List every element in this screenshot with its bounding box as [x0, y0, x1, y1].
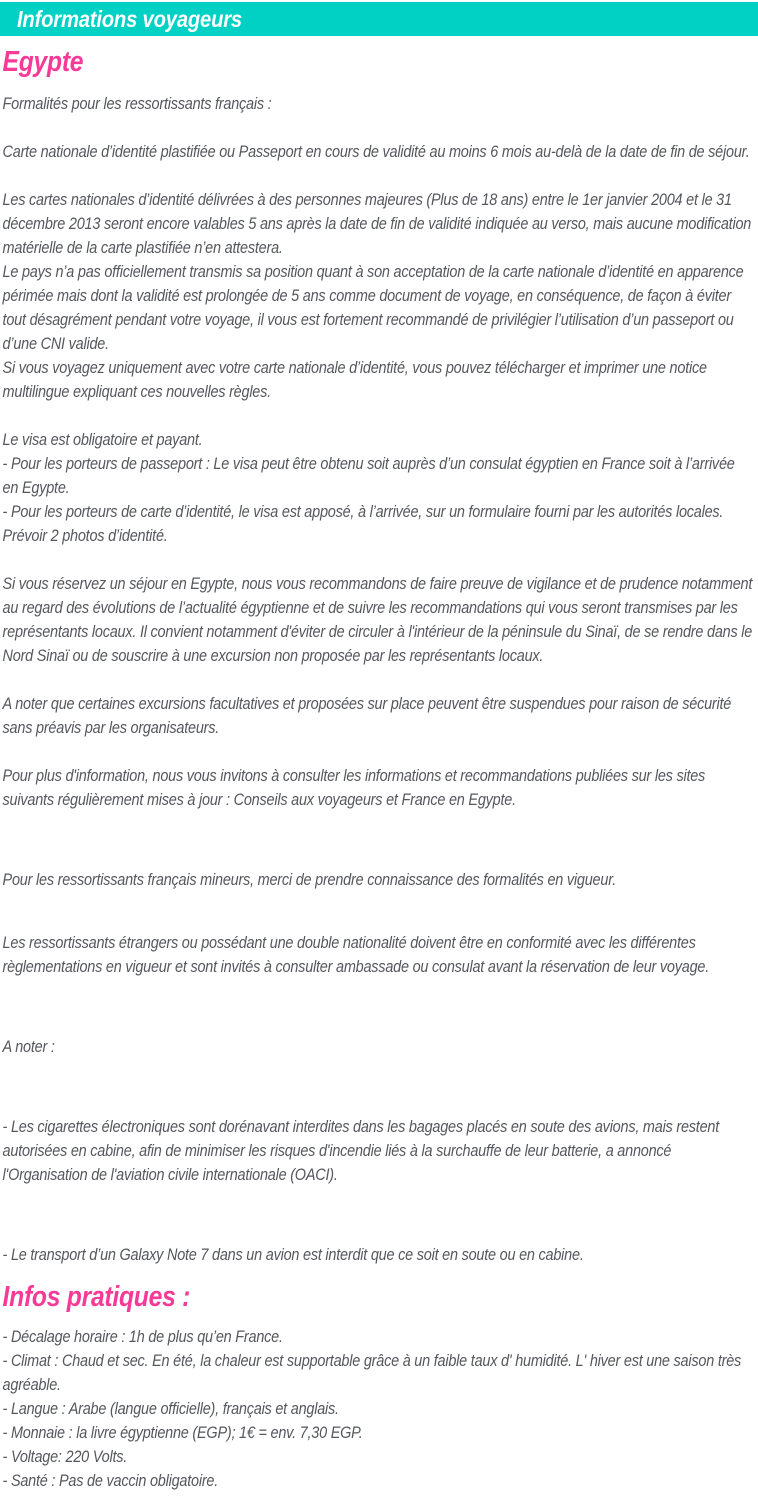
- paragraph-notice: Si vous voyagez uniquement avec votre carte nationale d’identité, vous pouvez télécharger et imprimer une notice multilingue expliquant ces nouvelles règles.: [2, 358, 707, 401]
- paragraph-decalage: - Décalage horaire : 1h de plus qu’en France.: [2, 1327, 283, 1346]
- paragraph-excursions: A noter que certaines excursions facultatives et proposées sur place peuvent être suspendues pour raison de sécurité sans préavis par les organisateurs.: [2, 694, 732, 737]
- page-title-bar: [0, 2, 758, 36]
- paragraph-formalites: Formalités pour les ressortissants français :: [2, 94, 272, 113]
- paragraph-vigilance: Si vous réservez un séjour en Egypte, nous vous recommandons de faire preuve de vigilance et de prudence notamment au regard des évolutions de l’actualité égyptienne et de suivre les recommandations qui vous seront transmises par les représentants locaux. Il convient notamment d'éviter de circuler à l'intérieur de la péninsule du Sinaï, de se rendre dans le Nord Sinaï ou de souscrire à une excursion non proposée par les représentants locaux.: [2, 574, 753, 665]
- paragraph-sante: - Santé : Pas de vaccin obligatoire.: [2, 1471, 219, 1490]
- paragraph-visa-passeport: - Pour les porteurs de passeport : Le visa peut être obtenu soit auprès d’un consulat égyptien en France soit à l’arrivée en Egypte.: [2, 454, 735, 497]
- paragraph-galaxy-note: - Le transport d’un Galaxy Note 7 dans un avion est interdit que ce soit en soute ou en cabine.: [2, 1245, 584, 1264]
- paragraph-cartes-validite: Les cartes nationales d’identité délivrées à des personnes majeures (Plus de 18 ans) entre le 1er janvier 2004 et le 31 décembre 2013 seront encore valables 5 ans après la date de fin de validité indiquée au verso, mais aucune modification matérielle de la carte plastifiée n’en attestera.: [2, 190, 752, 257]
- paragraph-monnaie: - Monnaie : la livre égyptienne (EGP); 1€ = env. 7,30 EGP.: [2, 1423, 363, 1442]
- paragraph-pays-position: Le pays n’a pas officiellement transmis sa position quant à son acceptation de la carte nationale d’identité en apparence périmée mais dont la validité est prolongée de 5 ans comme document de voyage, en conséquence, de façon à éviter tout désagrément pendant votre voyage, il vous est fortement recommandé de privilégier l’utilisation d’un passeport ou d’une CNI valide.: [2, 262, 744, 353]
- content-area: [0, 46, 758, 1493]
- paragraph-visa: Le visa est obligatoire et payant.: [2, 430, 203, 449]
- paragraph-plus-info: Pour plus d'information, nous vous invitons à consulter les informations et recommandations publiées sur les sites suivants régulièrement mises à jour : Conseils aux voyageurs et France en Egypte.: [2, 766, 706, 809]
- page-title: Informations voyageurs: [17, 5, 242, 32]
- paragraph-mineurs: Pour les ressortissants français mineurs, merci de prendre connaissance des formalités en vigueur.: [2, 870, 617, 889]
- paragraph-climat: - Climat : Chaud et sec. En été, la chaleur est supportable grâce à un faible taux d' humidité. L' hiver est une saison très agréable.: [2, 1351, 742, 1394]
- paragraph-a-noter: A noter :: [2, 1037, 55, 1056]
- travel-info-page: [0, 2, 758, 1505]
- paragraph-langue: - Langue : Arabe (langue officielle), français et anglais.: [2, 1399, 339, 1418]
- paragraph-etrangers: Les ressortissants étrangers ou possédant une double nationalité doivent être en conformité avec les différentes règlementations en vigueur et sont invités à consulter ambassade ou consulat avant la réservation de leur voyage.: [2, 933, 710, 976]
- paragraph-voltage: - Voltage: 220 Volts.: [2, 1447, 128, 1466]
- section-heading-egypte: Egypte: [2, 46, 84, 78]
- section-heading-infos-pratiques: Infos pratiques :: [2, 1281, 191, 1313]
- paragraph-cigarettes: - Les cigarettes électroniques sont dorénavant interdites dans les bagages placés en soute des avions, mais restent autorisées en cabine, afin de minimiser les risques d'incendie liés à la surchauffe de leur batterie, a annoncé l'Organisation de l'aviation civile internationale (OACI).: [2, 1117, 720, 1184]
- paragraph-carte-identite: Carte nationale d’identité plastifiée ou Passeport en cours de validité au moins 6 mois au-delà de la date de fin de séjour.: [2, 142, 750, 161]
- paragraph-visa-carte: - Pour les porteurs de carte d’identité, le visa est apposé, à l’arrivée, sur un formulaire fourni par les autorités locales. Prévoir 2 photos d’identité.: [2, 502, 724, 545]
